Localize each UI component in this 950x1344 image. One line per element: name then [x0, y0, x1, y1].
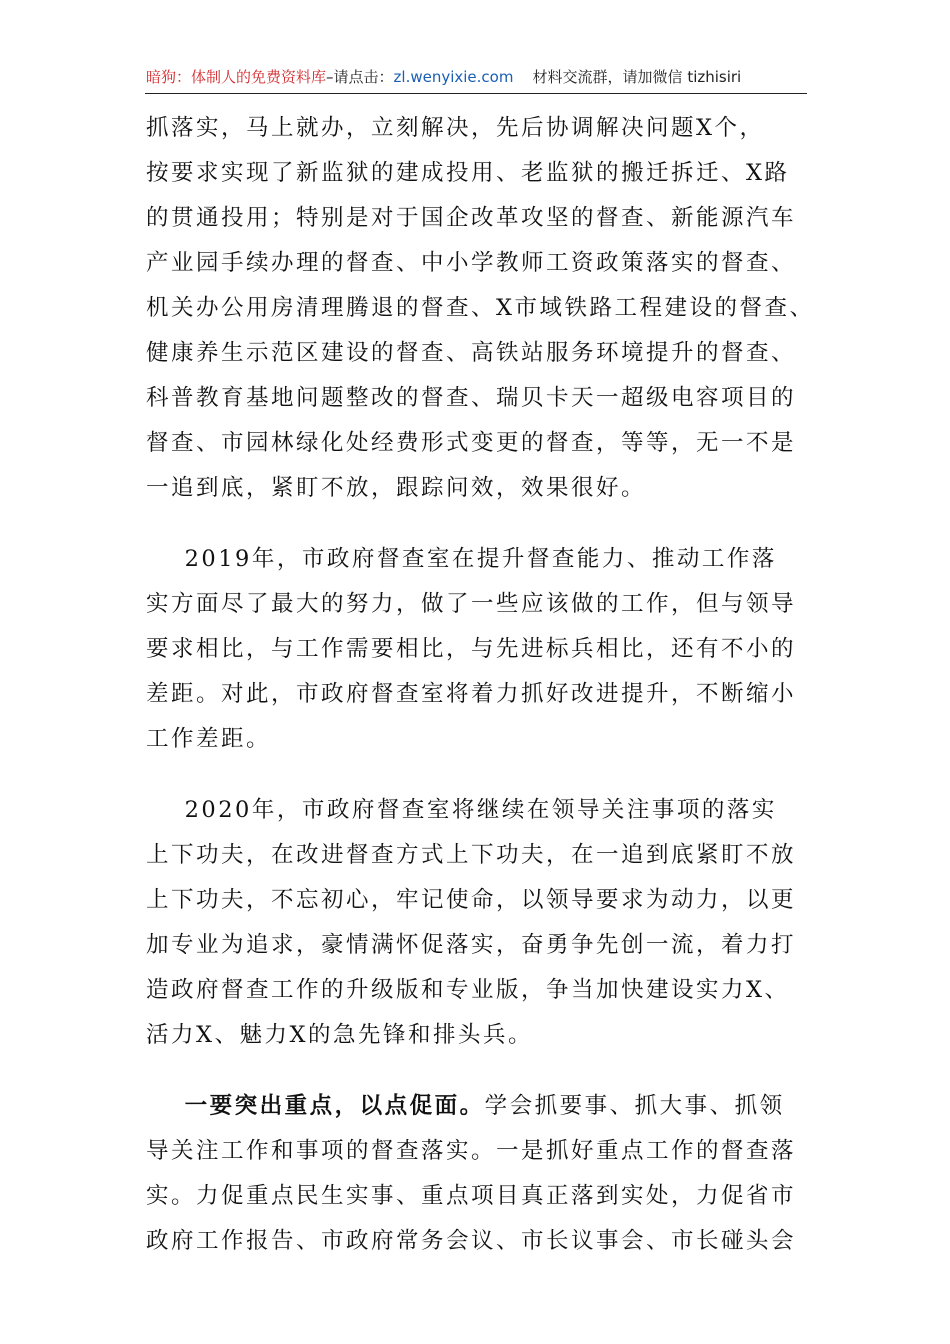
section-lead: 一要突出重点，以点促面。: [184, 1093, 485, 1119]
text-line: 造政府督查工作的升级版和专业版，争当加快建设实力X、: [146, 977, 790, 1003]
header-url-link[interactable]: zl.wenyixie.com: [393, 68, 514, 86]
header-contact: 材料交流群，请加微信 tizhisiri: [532, 68, 742, 86]
header-divider: [145, 93, 807, 94]
text-line: 加专业为追求，豪情满怀促落实，奋勇争先创一流，着力打: [146, 932, 797, 958]
paragraph-gap: [146, 1058, 836, 1084]
paragraph-gap: [146, 762, 836, 788]
text-line: 2020年，市政府督查室将继续在领导关注事项的落实: [146, 797, 777, 823]
text-line: [146, 1084, 836, 1129]
text-line: 导关注工作和事项的督查落实。一是抓好重点工作的督查落: [146, 1138, 797, 1164]
document-body: [146, 106, 836, 1264]
lead-continuation: 学会抓要事、抓大事、抓领: [484, 1093, 785, 1119]
text-line: 要求相比，与工作需要相比，与先进标兵相比，还有不小的: [146, 636, 797, 662]
paragraph-3: [146, 788, 836, 1058]
text-line: 的贯通投用；特别是对于国企改革攻坚的督查、新能源汽车: [146, 205, 797, 231]
text-line: 活力X、魅力X的急先锋和排头兵。: [146, 1022, 534, 1048]
text-line: 实方面尽了最大的努力，做了一些应该做的工作，但与领导: [146, 591, 797, 617]
text-line: 抓落实，马上就办，立刻解决，先后协调解决问题X个，: [146, 115, 765, 141]
text-line: 工作差距。: [146, 726, 272, 752]
text-line: 上下功夫，在改进督查方式上下功夫，在一追到底紧盯不放: [146, 842, 797, 868]
text-line: 2019年，市政府督查室在提升督查能力、推动工作落: [146, 546, 777, 572]
page-header: [146, 66, 806, 94]
text-line: 健康养生示范区建设的督查、高铁站服务环境提升的督查、: [146, 340, 797, 366]
text-line: 一追到底，紧盯不放，跟踪问效，效果很好。: [146, 475, 647, 501]
paragraph-gap: [146, 511, 836, 537]
header-prompt: –请点击：: [326, 68, 394, 86]
text-line: 产业园手续办理的督查、中小学教师工资政策落实的督查、: [146, 250, 797, 276]
text-line: 上下功夫，不忘初心，牢记使命，以领导要求为动力，以更: [146, 887, 797, 913]
text-line: 科普教育基地问题整改的督查、瑞贝卡天一超级电容项目的: [146, 385, 797, 411]
text-line: 机关办公用房清理腾退的督查、X市域铁路工程建设的督查、: [146, 295, 815, 321]
text-line: 政府工作报告、市政府常务会议、市长议事会、市长碰头会: [146, 1228, 797, 1254]
text-line: 差距。对此，市政府督查室将着力抓好改进提升，不断缩小: [146, 681, 797, 707]
text-line: 实。力促重点民生实事、重点项目真正落到实处，力促省市: [146, 1183, 797, 1209]
text-line: 按要求实现了新监狱的建成投用、老监狱的搬迁拆迁、X路: [146, 160, 790, 186]
paragraph-1: [146, 106, 836, 511]
paragraph-4: [146, 1084, 836, 1264]
header-brand: 暗狗：体制人的免费资料库: [146, 68, 327, 86]
text-line: 督查、市园林绿化处经费形式变更的督查，等等，无一不是: [146, 430, 797, 456]
paragraph-2: [146, 537, 836, 762]
